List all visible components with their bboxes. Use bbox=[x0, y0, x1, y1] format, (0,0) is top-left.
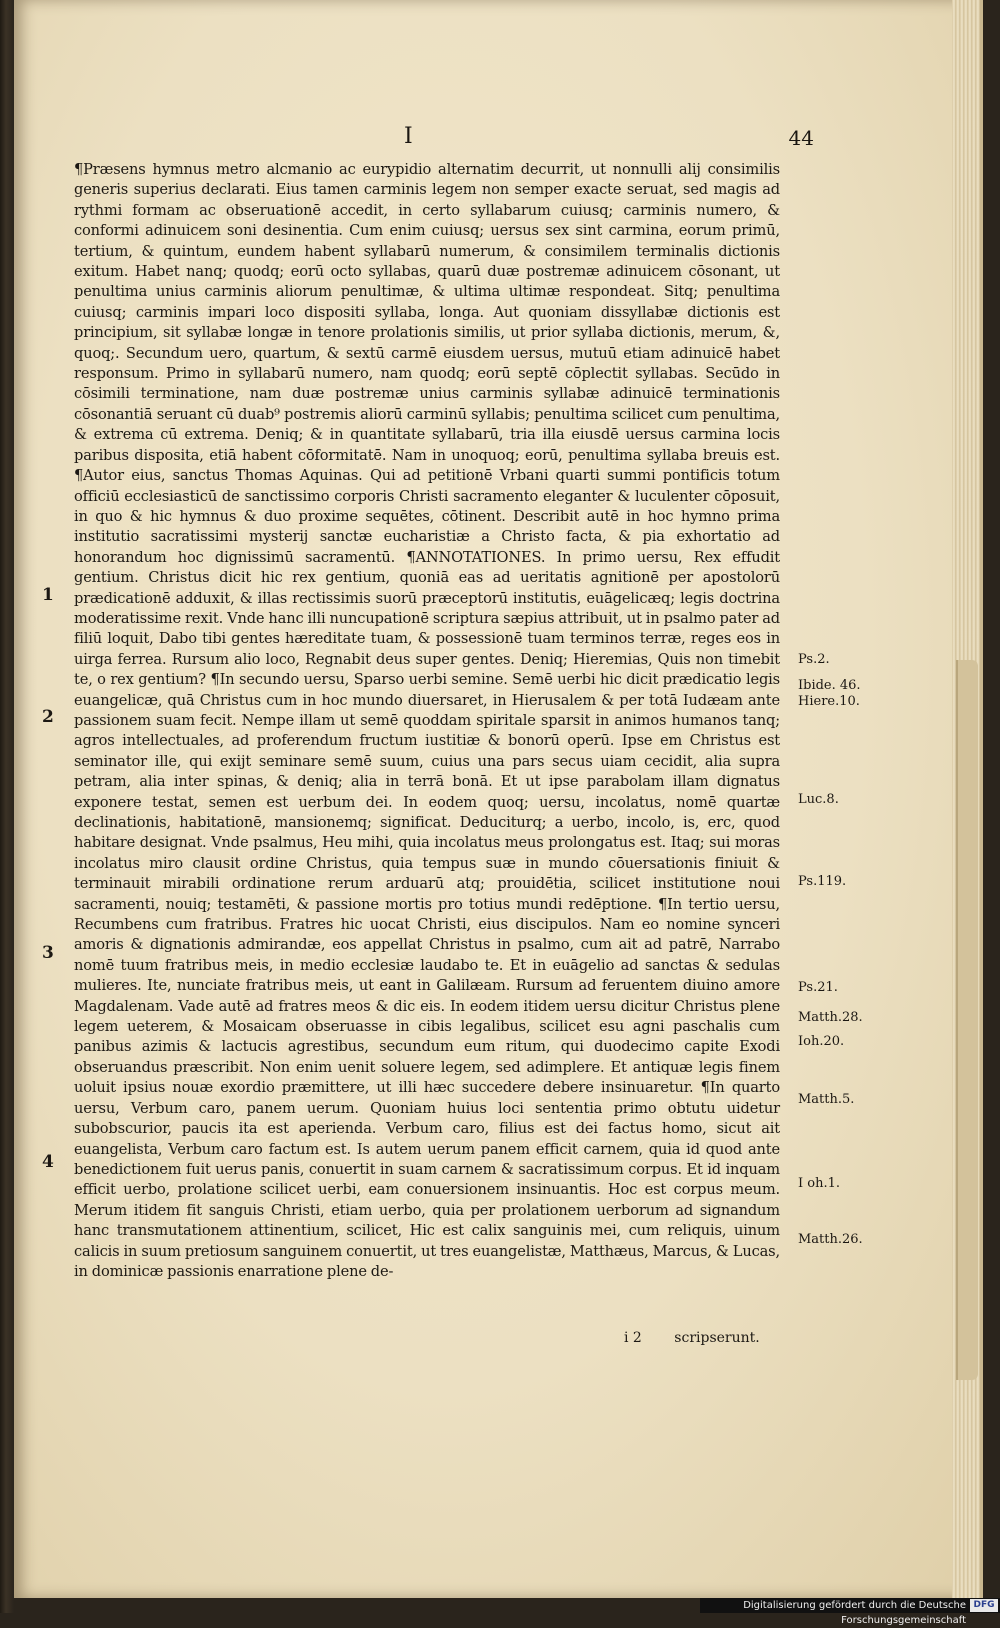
marginal-reference: Matth.26. bbox=[798, 1232, 863, 1247]
commentary-text: ¶Præsens hymnus metro alcmanio ac eurypidio alternatim decurrit, ut nonnulli alij consimilis generis superius declarati. Eius tamen carminis legem non semper exacte seruat, sed magis ad rythmi formam ac obseruationē accedit, in certo syllabarum cuiusq; carminis numero, & conformi adinuicem soni desinentia. Cum enim cuiusq; uersus sex sint carmina, eorum primū, tertium, & quintum, eundem habent syllabarū numerum, & consimilem terminalis dictionis exitum. Habet nanq; quodq; eorū octo syllabas, quarū duæ postremæ adinuicem cōsonant, ut penultima unius carminis aliorum penultimæ, & ultima ultimæ respondeat. Sitq; penultima cuiusq; carminis impari loco dispositi syllaba, longa. Aut quoniam dissyllabæ dictionis est principium, sit syllabæ longæ in tenore prolationis similis, ut prior syllaba dictionis, merum, &, quoq;. Secundum uero, quartum, & sextū carmē eiusdem uersus, mutuū etiam adinuicē habet responsum. Primo in syllabarū numero, nam quodq; eorū septē cōplectit syllabas. Secūdo in cōsimili terminatione, nam duæ postremæ unius carminis syllabæ adinuicē terminationis cōsonantiā seruant cū duab⁹ postremis aliorū carminū syllabis; penultima scilicet cum penultima, & extrema cū extrema. Deniq; & in quantitate syllabarū, tria illa eiusdē uersus carmina locis paribus disposita, etiā habent cōformitatē. Nam in unoquoq; eorū, penultima syllaba breuis est. ¶Autor eius, sanctus Thomas Aquinas. Qui ad petitionē Vrbani quarti summi pontificis totum officiū ecclesiasticū de sanctissimo corporis Christi sacramento eleganter & luculenter cōposuit, in quo & hic hymnus & duo proxime sequētes, cōtinent. Describit autē in hoc hymno prima institutio sacratissimi mysterij sanctæ eucharistiæ a Christo facta, & pia exhortatio ad honorandum hoc dignissimū sacramentū. ¶ANNOTATIONES. In primo uersu, Rex effudit gentium. Christus dicit hic rex gentium, quoniā eas ad ueritatis agnitionē per apostolorū prædicationē adduxit, & illas rectissimis suorū præceptorū institutis, euāgelicæq; legis doctrina moderatissime rexit. Vnde hanc illi nuncupationē scriptura sæpius attribuit, ut in psalmo pater ad filiū loquit, Dabo tibi gentes hæreditate tuam, & possessionē tuam terminos terræ, reges eos in uirga ferrea. Rursum alio loco, Regnabit deus super gentes. Deniq; Hieremias, Quis non timebit te, o rex gentium? ¶In secundo uersu, Sparso uerbi semine. Semē uerbi hic dicit prædicatio legis euangelicæ, quā Christus cum in hoc mundo diuersaret, in Hierusalem & per totā Iudæam ante passionem suam fecit. Nempe illam ut semē quoddam spiritale sparsit in animos humanos tanq; agros intellectuales, ad proferendum fructum iustitiæ & bonorū operū. Ipse em Christus est seminator ille, qui exijt seminare semē suum, cuius una pars secus uiam cecidit, alia supra petram, alia inter spinas, & deniq; alia in terrā bonā. Et ut ipse parabolam illam dignatus exponere testat, semen est uerbum dei. In eodem quoq; uersu, incolatus, nomē quartæ declinationis, habitationē, mansionemq; significat. Deduciturq; a uerbo, incolo, is, erc, quod habitare designat. Vnde psalmus, Heu mihi, quia incolatus meus prolongatus est. Itaq; sui moras incolatus miro clausit ordine Christus, quia tempus suæ in mundo cōuersationis finiuit & terminauit mirabili ordinatione rerum arduarū atq; prouidētia, scilicet institutione noui sacramenti, nouiq; testamēti, & passione mortis pro totius mundi redēptione. ¶In tertio uersu, Recumbens cum fratribus. Fratres hic uocat Christi, eius discipulos. Nam eo nomine synceri amoris & dignationis admirandæ, eos appellat Christus in psalmo, cum ait ad patrē, Narrabo nomē tuum fratribus meis, in medio ecclesiæ laudabo te. Et in euāgelio ad sanctas & sedulas mulieres. Ite, nunciate fratribus meis, ut eant in Galilæam. Rursum ad feruentem diuino amore Magdalenam. Vade autē ad fratres meos & dic eis. In eodem itidem uersu dicitur Christus plene legem ueterem, & Mosaicam obseruasse in cibis legalibus, scilicet esu agni paschalis cum panibus azimis & lactucis agrestibus, secundum eum ritum, qui duodecimo capite Exodi obseruandus præscribit. Non enim uenit soluere legem, sed adimplere. Et antiquæ legis finem uoluit ipsius nouæ exordio præmittere, ut illi hæc succedere debere insinuaretur. ¶In quarto uersu, Verbum caro, panem uerum. Quoniam huius loci sententia primo obtutu uidetur subobscurior, paucis ita est aperienda. Verbum caro, filius est dei factus homo, sicut ait euangelista, Verbum caro factum est. Is autem uerum panem efficit carnem, quia id quod ante benedictionem fuit uerus panis, conuertit in suam carnem & sacratissimum corpus. Et id inquam efficit uerbo, prolatione scilicet uerbi, eam conuersionem insinuantis. Hoc est corpus meum. Merum itidem fit sanguis Christi, etiam uerbo, quia per prolationem uerborum ad signandum hanc transmutationem attinentium, scilicet, Hic est calix sanguinis mei, cum reliquis, uinum calicis in suum pretiosum sanguinem conuertit, ut tres euangelistæ, Matthæus, Marcus, & Lucas, in dominicæ passionis enarratione plene de- bbox=[74, 161, 780, 1280]
marginal-reference: Ps.119. bbox=[798, 874, 847, 889]
marginal-reference: Ps.2. bbox=[798, 652, 830, 667]
signature-mark: I bbox=[404, 124, 413, 149]
main-text-block bbox=[74, 160, 780, 1282]
book-page bbox=[14, 0, 983, 1598]
folio-number: 44 bbox=[788, 126, 814, 150]
dfg-logo: DFG bbox=[970, 1599, 998, 1612]
page-footer bbox=[624, 1330, 804, 1346]
catchword: scripserunt. bbox=[674, 1330, 760, 1346]
marginal-reference: Ibide. 46. bbox=[798, 678, 861, 693]
section-number-3: 3 bbox=[42, 943, 54, 963]
marginal-reference: Matth.5. bbox=[798, 1092, 855, 1107]
marginal-reference: Luc.8. bbox=[798, 792, 839, 807]
digitization-credit: Digitalisierung gefördert durch die Deutsche Forschungsgemeinschaft bbox=[700, 1598, 1000, 1613]
page-tab bbox=[956, 660, 978, 1380]
running-header bbox=[94, 124, 814, 154]
section-number-2: 2 bbox=[42, 707, 54, 727]
section-number-4: 4 bbox=[42, 1152, 54, 1172]
marginal-reference: I oh.1. bbox=[798, 1176, 841, 1191]
section-number-1: 1 bbox=[42, 585, 54, 605]
marginal-reference: Hiere.10. bbox=[798, 694, 860, 709]
marginal-reference: Matth.28. bbox=[798, 1010, 863, 1025]
marginal-reference: Ioh.20. bbox=[798, 1034, 845, 1049]
marginal-reference: Ps.21. bbox=[798, 980, 838, 995]
footer-signature: i 2 bbox=[624, 1330, 642, 1346]
